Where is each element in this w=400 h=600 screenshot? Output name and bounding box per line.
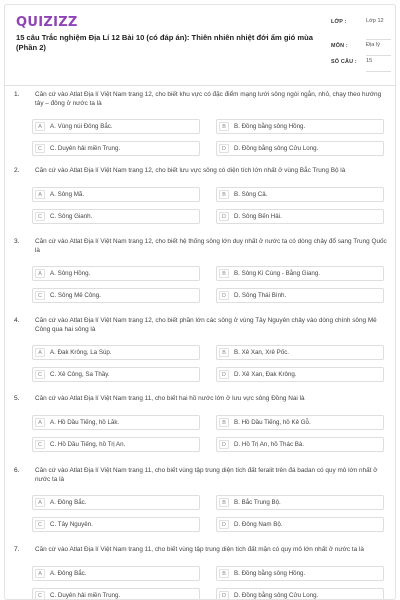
- question-number: 6.: [14, 467, 20, 474]
- meta-value: Lớp 12: [366, 18, 384, 24]
- option-letter-badge: A: [35, 569, 45, 578]
- option-text: D. Đồng bằng sông Cửu Long.: [234, 592, 319, 599]
- option-text: A. Vùng núi Đông Bắc.: [50, 123, 113, 130]
- option-text: B. Đồng bằng sông Hồng.: [234, 570, 306, 577]
- option-letter-badge: A: [35, 418, 45, 427]
- meta-row-class: [331, 16, 391, 40]
- answer-option-c[interactable]: [32, 367, 200, 382]
- answer-option-b[interactable]: [216, 119, 384, 134]
- option-letter-badge: B: [219, 348, 229, 357]
- question-text: Căn cứ vào Atlat Địa lí Việt Nam trang 11, cho biết hai hồ nước lớn ở lưu vực sông Đồng Nai là: [35, 395, 305, 402]
- question-block: [5, 317, 396, 391]
- option-letter-badge: D: [219, 591, 229, 600]
- option-letter-badge: D: [219, 440, 229, 449]
- question-text: Căn cứ vào Atlat Địa lí Việt Nam trang 12, cho biết phần lớn các sông ở vùng Tây Nguyên chảy vào dòng chính sông Mê Công qua hai sông là: [35, 317, 377, 333]
- option-text: C. Duyên hải miền Trung.: [50, 145, 121, 152]
- option-letter-badge: C: [35, 520, 45, 529]
- answer-option-b[interactable]: [216, 566, 384, 581]
- answer-option-c[interactable]: [32, 209, 200, 224]
- answer-option-d[interactable]: [216, 517, 384, 532]
- question-number: 1.: [14, 91, 20, 98]
- question-number: 7.: [14, 546, 20, 553]
- option-letter-badge: A: [35, 269, 45, 278]
- answer-option-b[interactable]: [216, 345, 384, 360]
- answer-option-a[interactable]: [32, 119, 200, 134]
- question-number: 3.: [14, 238, 20, 245]
- option-letter-badge: A: [35, 190, 45, 199]
- question-block: [5, 546, 396, 600]
- answer-option-a[interactable]: [32, 266, 200, 281]
- header-divider: [5, 85, 396, 86]
- question-block: [5, 238, 396, 312]
- question-number: 5.: [14, 395, 20, 402]
- option-letter-badge: B: [219, 190, 229, 199]
- answer-option-d[interactable]: [216, 141, 384, 156]
- option-text: A. Sông Hồng.: [50, 270, 91, 277]
- answer-option-d[interactable]: [216, 288, 384, 303]
- option-letter-badge: D: [219, 370, 229, 379]
- answer-option-a[interactable]: [32, 345, 200, 360]
- answer-option-a[interactable]: [32, 415, 200, 430]
- option-letter-badge: B: [219, 418, 229, 427]
- worksheet-meta: [331, 16, 391, 72]
- option-text: A. Sông Mã.: [50, 191, 85, 198]
- question-block: [5, 395, 396, 469]
- question-text: Căn cứ vào Atlat Địa lí Việt Nam trang 12, cho biết hệ thống sông lớn duy nhất ở nước ta có dòng chảy đổ sang Trung Quốc là: [35, 238, 387, 254]
- option-text: D. Sông Thái Bình.: [234, 292, 287, 299]
- option-text: B. Xê Xan, Xrê Pốc.: [234, 349, 290, 356]
- option-text: A. Hồ Dầu Tiếng, hồ Lăk.: [50, 419, 120, 426]
- option-letter-badge: C: [35, 591, 45, 600]
- option-letter-badge: C: [35, 370, 45, 379]
- option-text: A. Đak Krông, La Súp.: [50, 349, 112, 356]
- meta-label: SỐ CÂU :: [331, 59, 357, 65]
- option-text: C. Hồ Dầu Tiếng, hồ Trị An.: [50, 441, 126, 448]
- option-text: D. Sông Bến Hải.: [234, 213, 282, 220]
- option-letter-badge: A: [35, 122, 45, 131]
- option-text: C. Xê Công, Sa Thầy.: [50, 371, 110, 378]
- option-letter-badge: C: [35, 212, 45, 221]
- answer-option-c[interactable]: [32, 288, 200, 303]
- answer-option-b[interactable]: [216, 495, 384, 510]
- worksheet-title: 15 câu Trắc nghiệm Địa Lí 12 Bài 10 (có đáp án): Thiên nhiên nhiệt đới ẩm gió mùa (Phần 2): [16, 33, 313, 52]
- option-letter-badge: D: [219, 144, 229, 153]
- option-letter-badge: B: [219, 122, 229, 131]
- answer-option-d[interactable]: [216, 437, 384, 452]
- meta-value: Địa lý: [366, 42, 380, 48]
- answer-option-b[interactable]: [216, 415, 384, 430]
- meta-label: MÔN :: [331, 43, 348, 49]
- answer-option-d[interactable]: [216, 367, 384, 382]
- answer-option-b[interactable]: [216, 187, 384, 202]
- option-text: C. Duyên hải miền Trung.: [50, 592, 121, 599]
- option-text: B. Bắc Trung Bộ.: [234, 499, 281, 506]
- meta-row-subject: [331, 40, 391, 56]
- meta-value: 15: [366, 58, 373, 64]
- option-letter-badge: B: [219, 269, 229, 278]
- option-text: D. Hồ Trị An, hồ Thác Bà.: [234, 441, 305, 448]
- question-text: Căn cứ vào Atlat Địa lí Việt Nam trang 12, cho biết lưu vực sông có diện tích lớn nhất ở vùng Bắc Trung Bộ là: [35, 167, 346, 174]
- option-letter-badge: A: [35, 348, 45, 357]
- meta-label: LỚP :: [331, 19, 347, 25]
- option-text: D. Đông Nam Bộ.: [234, 521, 283, 528]
- option-text: D. Xê Xan, Đak Krông.: [234, 371, 297, 378]
- meta-row-count: [331, 56, 391, 72]
- quizizz-logo[interactable]: QUIZIZZ: [16, 15, 78, 30]
- answer-option-a[interactable]: [32, 566, 200, 581]
- meta-underline: [366, 71, 391, 72]
- option-text: C. Sông Mê Công.: [50, 292, 101, 299]
- option-letter-badge: C: [35, 291, 45, 300]
- option-text: C. Sông Gianh.: [50, 213, 93, 220]
- answer-option-c[interactable]: [32, 517, 200, 532]
- option-text: A. Đông Bắc.: [50, 570, 87, 577]
- option-letter-badge: B: [219, 569, 229, 578]
- answer-option-c[interactable]: [32, 588, 200, 600]
- answer-option-a[interactable]: [32, 495, 200, 510]
- option-letter-badge: D: [219, 291, 229, 300]
- question-block: [5, 467, 396, 541]
- answer-option-c[interactable]: [32, 437, 200, 452]
- option-text: B. Sông Cả.: [234, 191, 268, 198]
- option-letter-badge: B: [219, 498, 229, 507]
- question-number: 4.: [14, 317, 20, 324]
- question-text: Căn cứ vào Atlat Địa lí Việt Nam trang 11, cho biết vùng tập trung diện tích đất mặn có quy mô lớn nhất ở nước ta là: [35, 546, 364, 553]
- option-text: C. Tây Nguyên.: [50, 521, 93, 528]
- option-letter-badge: A: [35, 498, 45, 507]
- option-text: B. Sông Kì Cùng - Bằng Giang.: [234, 270, 320, 277]
- answer-option-d[interactable]: [216, 209, 384, 224]
- option-text: D. Đồng bằng sông Cửu Long.: [234, 145, 319, 152]
- answer-option-d[interactable]: [216, 588, 384, 600]
- option-text: B. Hồ Dầu Tiếng, hồ Kẻ Gỗ.: [234, 419, 311, 426]
- option-letter-badge: D: [219, 520, 229, 529]
- worksheet: [4, 4, 396, 600]
- answer-option-b[interactable]: [216, 266, 384, 281]
- option-letter-badge: D: [219, 212, 229, 221]
- option-text: B. Đồng bằng sông Hồng.: [234, 123, 306, 130]
- question-number: 2.: [14, 167, 20, 174]
- question-block: [5, 91, 396, 165]
- question-text: Căn cứ vào Atlat Địa lí Việt Nam trang 12, cho biết khu vực có đặc điểm mạng lưới sông ngòi ngắn, nhỏ, chạy theo hướng tây – đông ở nước ta là: [35, 91, 382, 107]
- answer-option-c[interactable]: [32, 141, 200, 156]
- option-text: A. Đông Bắc.: [50, 499, 87, 506]
- option-letter-badge: C: [35, 144, 45, 153]
- question-text: Căn cứ vào Atlat Địa lí Việt Nam trang 11, cho biết vùng tập trung diện tích đất feralit trên đá badan có quy mô lớn nhất ở nước ta là: [35, 467, 378, 483]
- answer-option-a[interactable]: [32, 187, 200, 202]
- worksheet-header: [5, 5, 396, 83]
- option-letter-badge: C: [35, 440, 45, 449]
- question-block: [5, 167, 396, 241]
